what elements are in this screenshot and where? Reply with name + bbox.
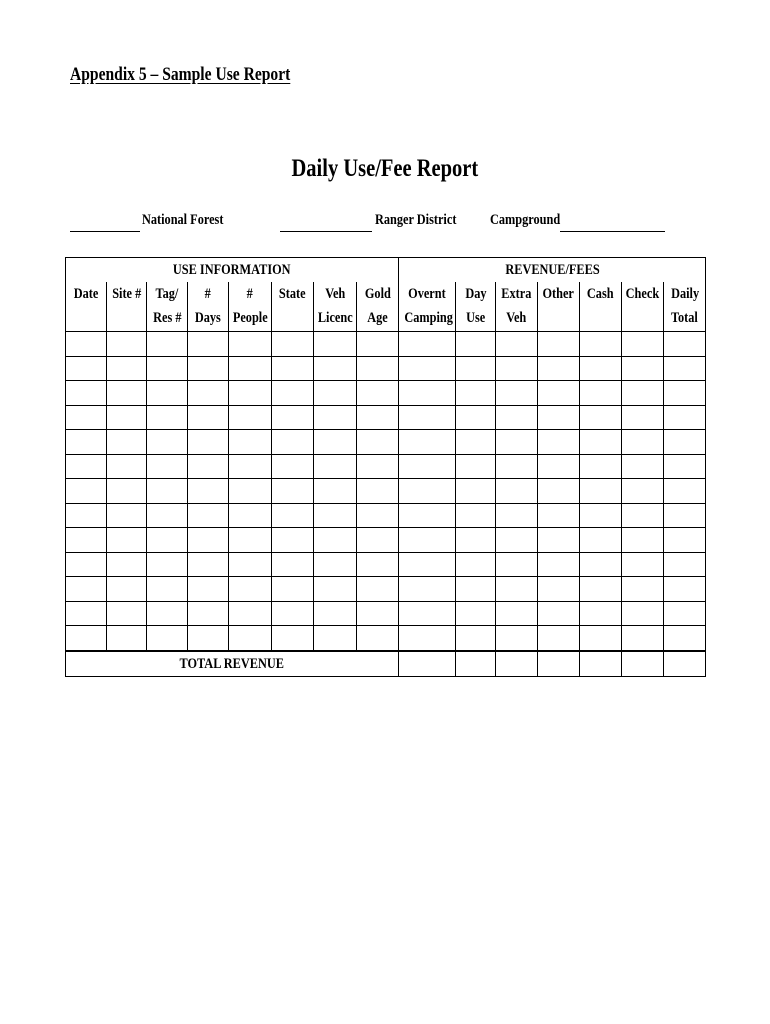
entry-cell[interactable] [456,528,496,553]
entry-cell[interactable] [496,430,538,455]
column-header-line: Camping [404,310,453,326]
entry-cell[interactable] [580,332,622,357]
entry-cell[interactable] [622,601,664,626]
entry-cell[interactable] [456,626,496,651]
entry-cell[interactable] [622,552,664,577]
entry-cell[interactable] [456,332,496,357]
entry-cell[interactable] [107,479,147,504]
entry-cell[interactable] [147,405,188,430]
entry-cell[interactable] [496,332,538,357]
column-header-line: Cash [587,286,614,302]
column-header-line [599,306,602,330]
entry-cell[interactable] [580,381,622,406]
entry-cell[interactable] [496,405,538,430]
entry-cell[interactable] [272,528,314,553]
table-row [66,332,706,357]
column-header-line: Daily [670,286,699,302]
entry-cell[interactable] [664,405,706,430]
column-header [664,282,706,332]
entry-cell[interactable] [229,577,272,602]
column-header [314,282,357,332]
entry-cell[interactable] [357,601,399,626]
table-row [66,528,706,553]
column-header [107,282,147,332]
column-header [147,282,188,332]
entry-cell[interactable] [496,626,538,651]
entry-cell[interactable] [314,479,357,504]
entry-cell[interactable] [538,430,580,455]
entry-cell[interactable] [66,552,107,577]
entry-cell[interactable] [357,356,399,381]
entry-cell[interactable] [664,356,706,381]
entry-cell[interactable] [107,552,147,577]
entry-cell[interactable] [314,503,357,528]
entry-cell[interactable] [314,601,357,626]
total-cell[interactable] [580,651,622,677]
entry-cell[interactable] [399,503,456,528]
entry-cell[interactable] [399,528,456,553]
table-row [66,430,706,455]
entry-cell[interactable] [66,405,107,430]
entry-cell[interactable] [622,479,664,504]
entry-cell[interactable] [664,626,706,651]
entry-cell[interactable] [107,381,147,406]
column-header-line: Other [542,286,575,302]
entry-cell[interactable] [580,528,622,553]
entry-cell[interactable] [456,454,496,479]
column-header [66,282,107,332]
entry-cell[interactable] [664,528,706,553]
entry-cell[interactable] [229,479,272,504]
table-row [66,552,706,577]
entry-cell[interactable] [664,552,706,577]
entry-cell[interactable] [580,626,622,651]
column-header-line: Check [625,286,660,302]
forest-blank-line[interactable] [70,231,140,232]
entry-cell[interactable] [622,356,664,381]
entry-cell[interactable] [538,454,580,479]
entry-cell[interactable] [188,479,229,504]
table-row [66,454,706,479]
entry-cell[interactable] [456,577,496,602]
entry-cell[interactable] [664,503,706,528]
use-information-header: USE INFORMATION [66,258,399,283]
column-header [229,282,272,332]
column-header-line: Overnt [408,286,446,302]
entry-cell[interactable] [456,601,496,626]
entry-cell[interactable] [107,626,147,651]
entry-cell[interactable] [357,528,399,553]
entry-cell[interactable] [229,332,272,357]
entry-cell[interactable] [66,430,107,455]
entry-cell[interactable] [538,503,580,528]
entry-cell[interactable] [107,454,147,479]
column-header [456,282,496,332]
revenue-fees-header: REVENUE/FEES [399,258,706,283]
entry-cell[interactable] [229,601,272,626]
entry-cell[interactable] [538,479,580,504]
column-header-line: Use [466,310,486,326]
column-header-line [641,306,644,330]
entry-cell[interactable] [188,454,229,479]
district-blank-line[interactable] [280,231,372,232]
column-header [622,282,664,332]
entry-cell[interactable] [580,479,622,504]
entry-cell[interactable] [580,577,622,602]
entry-cell[interactable] [664,454,706,479]
entry-cell[interactable] [357,381,399,406]
entry-cell[interactable] [188,626,229,651]
entry-cell[interactable] [580,503,622,528]
district-field-label: Ranger District [375,212,457,228]
entry-cell[interactable] [496,577,538,602]
entry-cell[interactable] [188,552,229,577]
entry-cell[interactable] [399,430,456,455]
entry-cell[interactable] [107,601,147,626]
entry-cell[interactable] [496,601,538,626]
entry-cell[interactable] [399,626,456,651]
entry-cell[interactable] [272,332,314,357]
daily-use-fee-table [65,257,706,677]
table-row [66,356,706,381]
entry-cell[interactable] [66,528,107,553]
entry-cell[interactable] [107,528,147,553]
entry-cell[interactable] [399,552,456,577]
entry-cell[interactable] [229,356,272,381]
entry-cell[interactable] [399,601,456,626]
table-row [66,405,706,430]
entry-cell[interactable] [314,528,357,553]
entry-cell[interactable] [272,430,314,455]
entry-cell[interactable] [107,405,147,430]
entry-cell[interactable] [272,601,314,626]
table-row [66,601,706,626]
entry-cell[interactable] [229,381,272,406]
entry-cell[interactable] [147,552,188,577]
entry-cell[interactable] [188,405,229,430]
entry-cell[interactable] [66,577,107,602]
entry-cell[interactable] [664,479,706,504]
entry-cell[interactable] [314,381,357,406]
entry-cell[interactable] [66,626,107,651]
entry-cell[interactable] [314,430,357,455]
entry-cell[interactable] [622,332,664,357]
table-body [66,332,706,677]
column-header-line: Veh [506,310,527,326]
entry-cell[interactable] [147,577,188,602]
group-header-row [66,258,706,283]
entry-cell[interactable] [188,356,229,381]
entry-cell[interactable] [456,552,496,577]
entry-cell[interactable] [580,601,622,626]
entry-cell[interactable] [622,503,664,528]
entry-cell[interactable] [399,577,456,602]
total-cell[interactable] [456,651,496,677]
entry-cell[interactable] [538,405,580,430]
table-row [66,503,706,528]
total-cell[interactable] [664,651,706,677]
column-header-line: Extra [501,286,532,302]
column-header-line: Res # [152,310,182,326]
column-header-line: # [246,286,254,302]
entry-cell[interactable] [147,381,188,406]
table-row [66,626,706,651]
entry-cell[interactable] [456,381,496,406]
entry-cell[interactable] [272,381,314,406]
column-header [538,282,580,332]
entry-cell[interactable] [456,405,496,430]
entry-cell[interactable] [188,503,229,528]
entry-cell[interactable] [622,405,664,430]
entry-cell[interactable] [580,405,622,430]
entry-cell[interactable] [314,577,357,602]
report-title [0,155,770,183]
total-cell[interactable] [538,651,580,677]
entry-cell[interactable] [314,552,357,577]
entry-cell[interactable] [538,626,580,651]
entry-cell[interactable] [229,626,272,651]
entry-cell[interactable] [538,528,580,553]
entry-cell[interactable] [622,454,664,479]
entry-cell[interactable] [399,479,456,504]
column-header-line: Licenc [317,310,353,326]
entry-cell[interactable] [66,356,107,381]
entry-cell[interactable] [66,454,107,479]
column-header-line: Day [465,286,487,302]
entry-cell[interactable] [496,528,538,553]
entry-cell[interactable] [357,454,399,479]
entry-cell[interactable] [622,626,664,651]
entry-cell[interactable] [622,381,664,406]
entry-cell[interactable] [147,503,188,528]
appendix-heading: Appendix 5 – Sample Use Report [70,64,291,85]
entry-cell[interactable] [538,332,580,357]
column-header-line [125,306,128,330]
entry-cell[interactable] [147,454,188,479]
entry-cell[interactable] [314,356,357,381]
entry-cell[interactable] [107,356,147,381]
total-revenue-label: TOTAL REVENUE [66,651,399,677]
entry-cell[interactable] [496,381,538,406]
entry-cell[interactable] [538,381,580,406]
total-cell[interactable] [622,651,664,677]
entry-cell[interactable] [272,503,314,528]
entry-cell[interactable] [66,479,107,504]
entry-cell[interactable] [622,528,664,553]
entry-cell[interactable] [496,552,538,577]
column-header-line: Days [195,310,221,326]
entry-cell[interactable] [66,381,107,406]
entry-cell[interactable] [147,528,188,553]
report-title-text: Daily Use/Fee Report [291,155,479,182]
entry-cell[interactable] [357,479,399,504]
entry-cell[interactable] [147,430,188,455]
entry-cell[interactable] [147,601,188,626]
column-header-line: Tag/ [155,286,179,302]
entry-cell[interactable] [538,577,580,602]
column-header [188,282,229,332]
entry-cell[interactable] [272,454,314,479]
table-row [66,381,706,406]
entry-cell[interactable] [272,626,314,651]
entry-cell[interactable] [314,626,357,651]
entry-cell[interactable] [188,430,229,455]
entry-cell[interactable] [664,332,706,357]
entry-cell[interactable] [456,430,496,455]
entry-cell[interactable] [188,601,229,626]
entry-cell[interactable] [456,356,496,381]
entry-cell[interactable] [622,430,664,455]
entry-cell[interactable] [272,479,314,504]
entry-cell[interactable] [229,454,272,479]
entry-cell[interactable] [357,626,399,651]
entry-cell[interactable] [664,601,706,626]
entry-cell[interactable] [399,405,456,430]
column-header [272,282,314,332]
entry-cell[interactable] [272,552,314,577]
entry-cell[interactable] [357,503,399,528]
column-header-line: # [204,286,212,302]
entry-cell[interactable] [496,454,538,479]
entry-cell[interactable] [107,503,147,528]
entry-cell[interactable] [538,601,580,626]
column-header-line: Date [73,286,99,302]
column-header [580,282,622,332]
column-header-row [66,282,706,332]
column-header-line [84,306,87,330]
entry-cell[interactable] [229,552,272,577]
entry-cell[interactable] [664,430,706,455]
entry-cell[interactable] [272,405,314,430]
column-header-line: People [232,310,268,326]
column-header-line [557,306,560,330]
entry-cell[interactable] [147,332,188,357]
entry-cell[interactable] [580,552,622,577]
column-header [357,282,399,332]
entry-cell[interactable] [580,454,622,479]
entry-cell[interactable] [66,601,107,626]
entry-cell[interactable] [229,528,272,553]
column-header-line [291,306,294,330]
entry-cell[interactable] [229,503,272,528]
entry-cell[interactable] [357,332,399,357]
column-header-line: Age [367,310,388,326]
entry-cell[interactable] [147,626,188,651]
entry-cell[interactable] [188,528,229,553]
entry-cell[interactable] [188,381,229,406]
entry-cell[interactable] [399,332,456,357]
entry-cell[interactable] [229,405,272,430]
entry-cell[interactable] [456,503,496,528]
entry-cell[interactable] [188,332,229,357]
entry-cell[interactable] [107,332,147,357]
entry-cell[interactable] [399,356,456,381]
entry-cell[interactable] [357,552,399,577]
entry-cell[interactable] [399,381,456,406]
entry-cell[interactable] [496,503,538,528]
entry-cell[interactable] [314,332,357,357]
entry-cell[interactable] [456,479,496,504]
total-cell[interactable] [399,651,456,677]
column-header [399,282,456,332]
entry-cell[interactable] [272,577,314,602]
entry-cell[interactable] [66,503,107,528]
entry-cell[interactable] [107,430,147,455]
entry-cell[interactable] [580,356,622,381]
entry-cell[interactable] [147,479,188,504]
entry-cell[interactable] [496,479,538,504]
entry-cell[interactable] [272,356,314,381]
entry-cell[interactable] [107,577,147,602]
entry-cell[interactable] [357,405,399,430]
column-header-line: Veh [324,286,346,302]
table-row [66,479,706,504]
column-header-line: State [279,286,306,302]
entry-cell[interactable] [622,577,664,602]
entry-cell[interactable] [229,430,272,455]
entry-cell[interactable] [314,405,357,430]
entry-cell[interactable] [538,356,580,381]
entry-cell[interactable] [664,577,706,602]
entry-cell[interactable] [357,430,399,455]
column-header-line: Total [671,310,699,326]
entry-cell[interactable] [314,454,357,479]
entry-cell[interactable] [580,430,622,455]
column-header [496,282,538,332]
entry-cell[interactable] [147,356,188,381]
entry-cell[interactable] [188,577,229,602]
column-header-line: Site # [111,286,142,302]
entry-cell[interactable] [66,332,107,357]
table-row [66,577,706,602]
entry-cell[interactable] [538,552,580,577]
forest-field-label: National Forest [142,212,224,228]
column-header-line: Gold [364,286,391,302]
entry-cell[interactable] [399,454,456,479]
entry-cell[interactable] [357,577,399,602]
total-cell[interactable] [496,651,538,677]
total-revenue-row [66,651,706,677]
entry-cell[interactable] [664,381,706,406]
campground-field-label: Campground [490,212,561,228]
entry-cell[interactable] [496,356,538,381]
campground-blank-line[interactable] [560,231,665,232]
